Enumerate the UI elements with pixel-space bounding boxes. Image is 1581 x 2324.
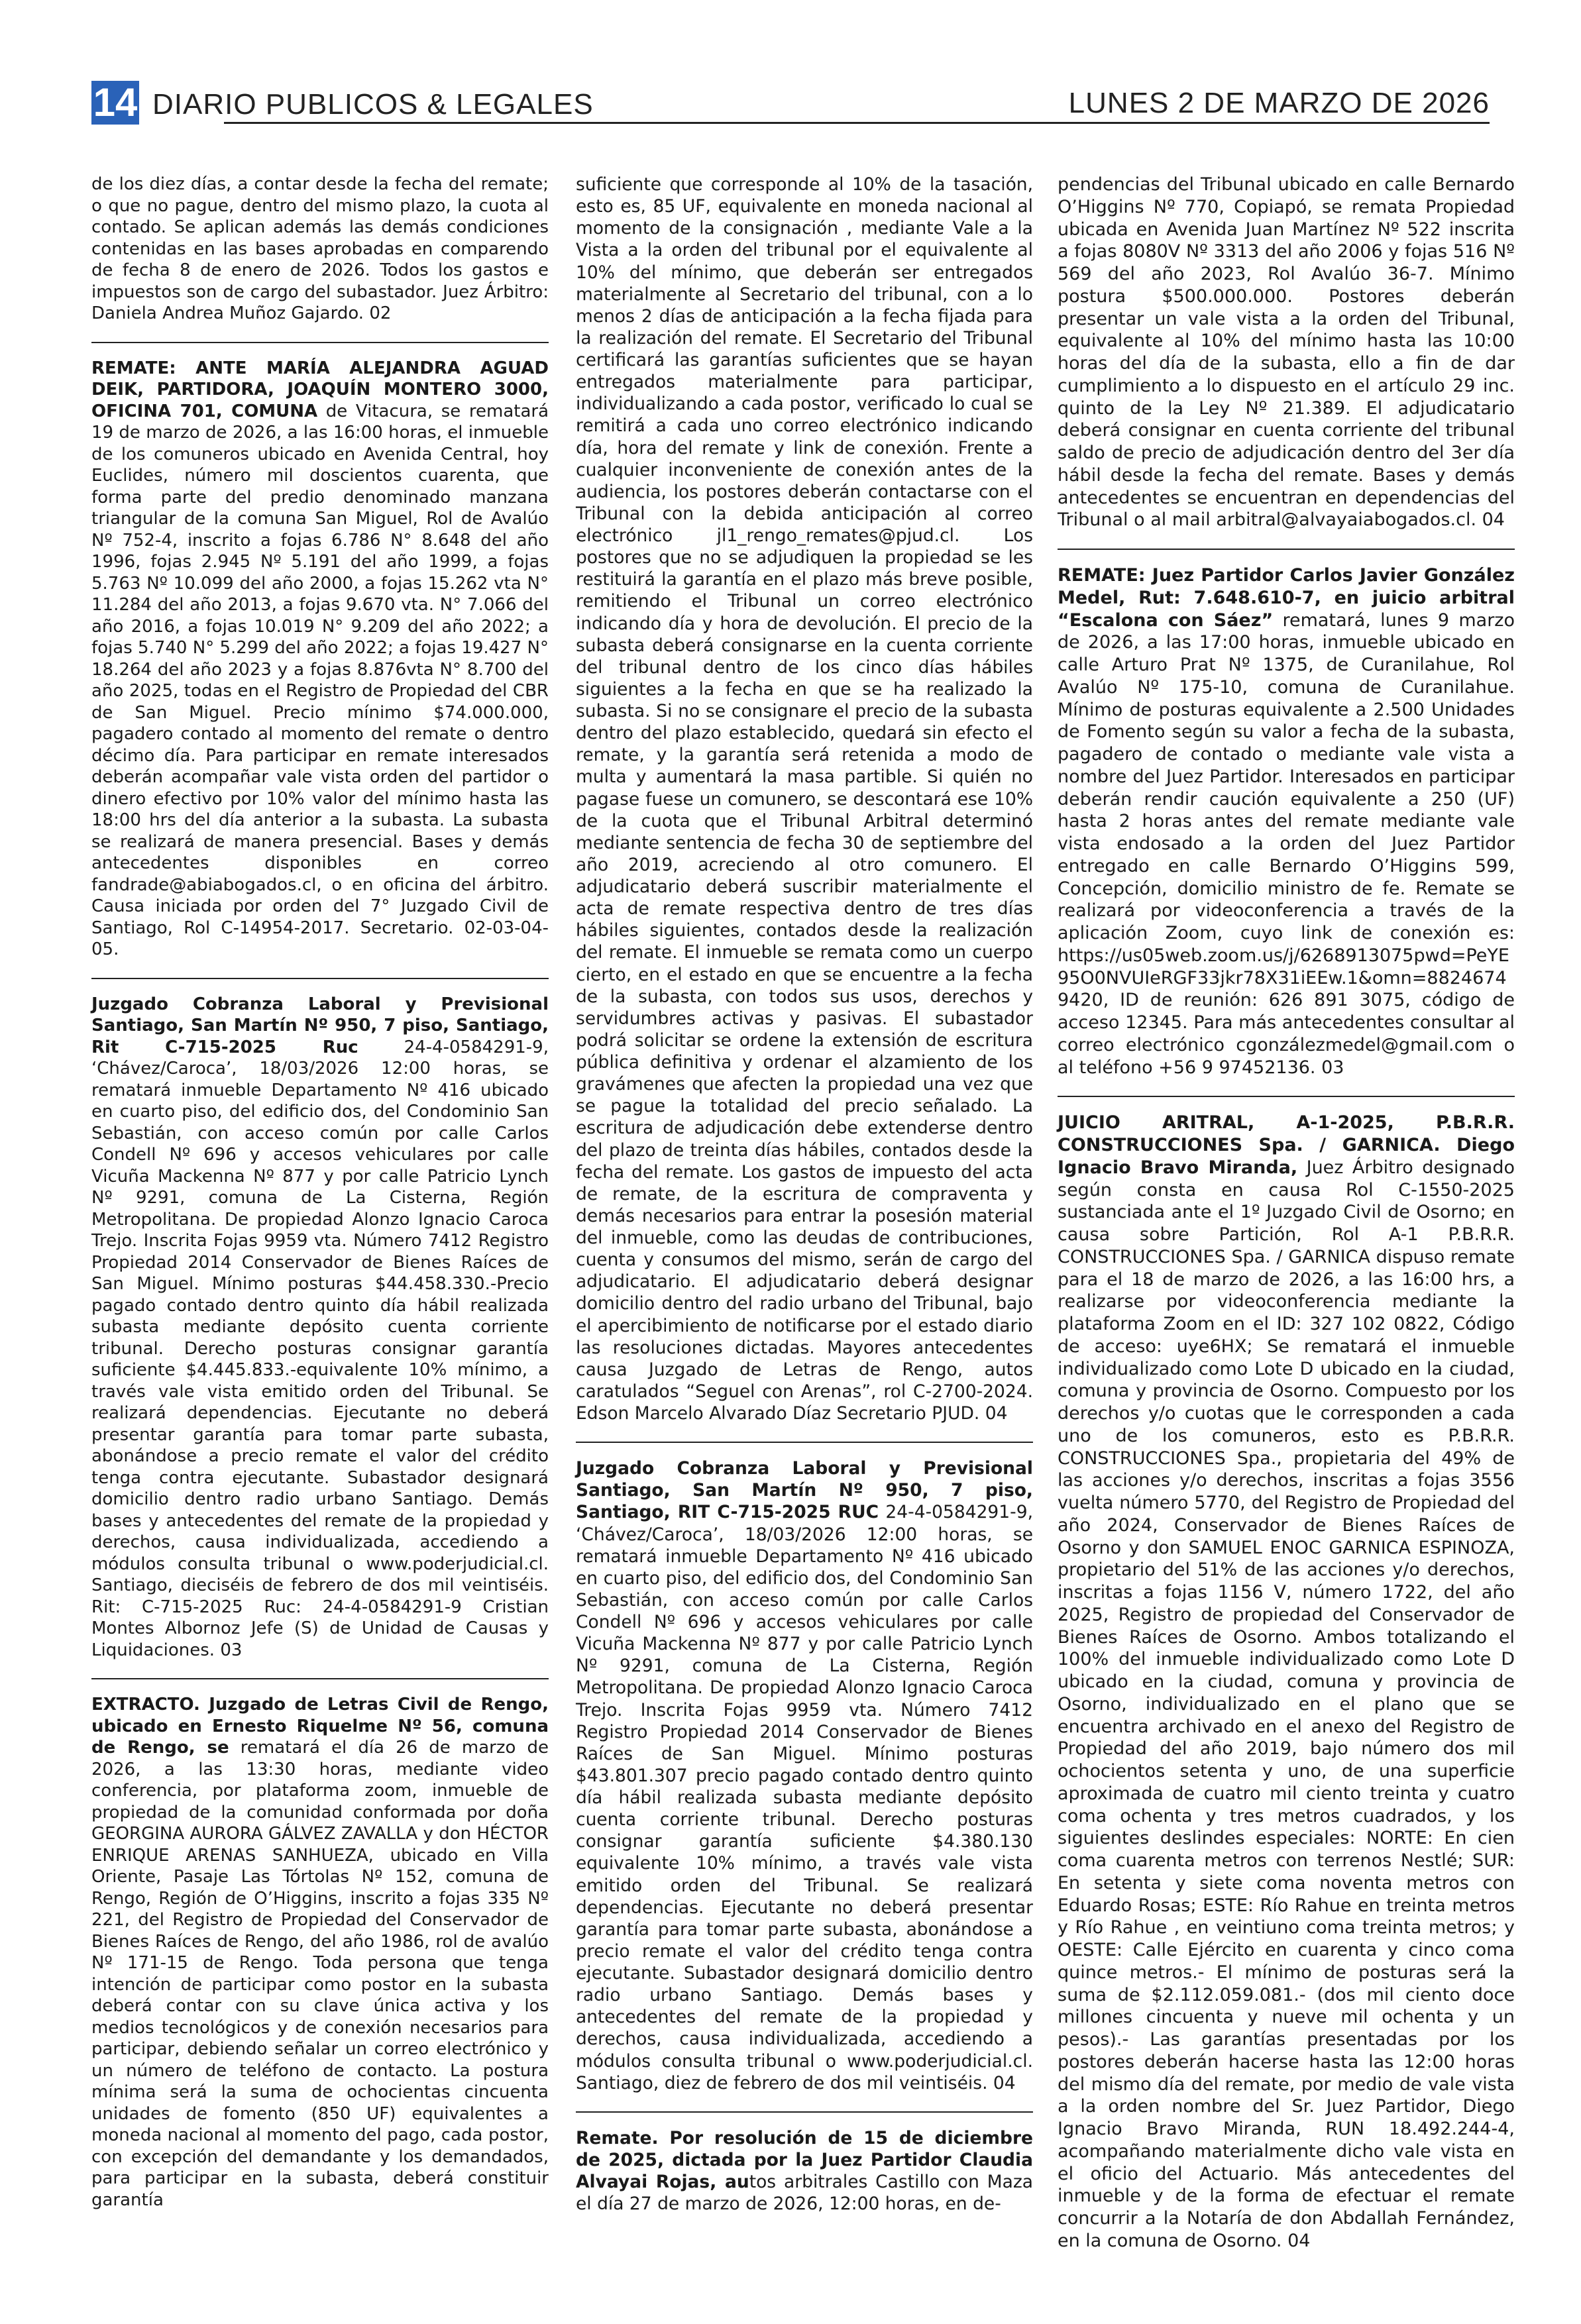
legal-notice — [576, 2127, 1033, 2215]
column-3 — [1058, 174, 1515, 2270]
legal-notice — [576, 1457, 1033, 2094]
notice-body — [91, 358, 549, 961]
notice-body — [576, 174, 1033, 1424]
column-1 — [91, 174, 549, 2228]
column-2 — [576, 174, 1033, 2232]
notice-divider — [91, 978, 549, 979]
legal-notice — [91, 994, 549, 1662]
legal-notice — [576, 174, 1033, 1424]
notice-heading: JUICIO ARITRAL, A-1-2025, P.B.R.R. CONSTRUCCIONES Spa. / GARNICA. Diego Ignacio Bravo Miranda, — [1058, 1112, 1515, 1178]
notice-text: de Vitacura, se rematará 19 de marzo de 2026, a las 16:00 horas, el inmueble de los comuneros ubicado en Avenida Central, hoy Euclides, número mil doscientos cuarenta, que forma parte del predio denominado manzana triangular de la comuna San Miguel, Rol de Avalúo Nº 752-4, inscrito a fojas 6.786 N° 8.648 del año 1996, fojas 2.945 Nº 5.191 del año 1999, a fojas 5.763 Nº 10.099 del año 2000, a fojas 15.262 vta N° 11.284 del año 2013, a fojas 9.670 vta. N° 7.066 del año 2016, a fojas 10.019 N° 9.209 del año 2022; a fojas 5.740 N° 5.299 del año 2022; a fojas 19.427 N° 18.264 del año 2023 y a fojas 8.876vta N° 8.700 del año 2025, todas en el Registro de Propiedad del CBR de San Miguel. Precio mínimo $74.000.000, pagadero contado al momento del remate o dentro décimo día. Para participar en remate interesados deberán acompañar vale vista orden del partidor o dinero efectivo por 10% valor del mínimo hasta las 18:00 hrs del día anterior a la subasta. La subasta se realizará de manera presencial. Bases y demás antecedentes disponibles en correo fandrade@abiabogados.cl, o en oficina del árbitro. Causa iniciada por orden del 7° Juzgado Civil de Santiago, Rol C-14954-2017. Secretario. 02-03-04-05. — [91, 401, 549, 959]
legal-notice — [91, 174, 549, 325]
notice-heading: EXTRACTO. Juzgado de Letras Civil de Rengo, ubicado en Ernesto Riquelme Nº 56, comuna de Rengo, se — [91, 1695, 549, 1758]
legal-notice — [1058, 174, 1515, 531]
page-number: 14 — [91, 81, 139, 125]
notice-heading: REMATE: ANTE MARÍA ALEJANDRA AGUAD DEIK, PARTIDORA, JOAQUÍN MONTERO 3000, OFICINA 701, COMUNA — [91, 358, 549, 421]
notice-text: de los diez días, a contar desde la fecha del remate; o que no pague, dentro del mismo plazo, la cuota al contado. Se aplican además las demás condiciones contenidas en las bases aprobadas en comparendo de fecha 8 de enero de 2026. Todos los gastos e impuestos son de cargo del subastador. Juez Árbitro: Daniela Andrea Muñoz Gajardo. 02 — [91, 174, 549, 323]
notice-body — [1058, 1112, 1515, 2252]
page-header — [91, 78, 1490, 126]
notice-text: rematará, lunes 9 marzo de 2026, a las 17:00 horas, inmueble ubicado en calle Arturo Prat Nº 1375, de Curanilahue, Rol Avalúo Nº 175-10, comuna de Curanilahue. Mínimo de posturas equivalente a 2.500 Unidades de Fomento según su valor a fecha de la subasta, pagadero de contado o mediante vale vista a nombre del Juez Partidor. Interesados en participar deberán rendir caución equivalente a 250 (UF) hasta 2 horas antes del remate mediante vale vista endosado a la orden del Juez Partidor entregado en calle Bernardo O’Higgins 599, Concepción, domicilio ministro de fe. Remate se realizará por videoconferencia a través de la aplicación Zoom, cuyo link de conexión es: https://us05web.zoom.us/j/6268913075pwd=PeYE95O0NVUIeRGF33jkr78X31iEEw.1&omn=88246749420, ID de reunión: 626 891 3075, código de acceso 12345. Para más antecedentes consultar al correo electrónico cgonzálezmedel@gmail.com o al teléfono +56 9 97452136. 03 — [1058, 609, 1515, 1078]
notice-body — [91, 994, 549, 1662]
paper-title: DIARIO PUBLICOS & LEGALES — [152, 88, 594, 121]
notice-body — [576, 1457, 1033, 2094]
notice-divider — [576, 1442, 1033, 1443]
notice-text: tos arbitrales Castillo con Maza el día 27 de marzo de 2026, 12:00 horas, en de- — [576, 2172, 1033, 2215]
notice-divider — [91, 1678, 549, 1679]
notice-body — [576, 2127, 1033, 2215]
notice-body — [91, 1694, 549, 2211]
legal-notice — [91, 358, 549, 961]
notice-divider — [1058, 549, 1515, 550]
notice-body — [1058, 174, 1515, 531]
notice-text: 24-4-0584291-9, ‘Chávez/Caroca’, 18/03/2026 12:00 horas, se rematará inmueble Departamento Nº 416 ubicado en cuarto piso, del edificio dos, del Condominio San Sebastián, con acceso común por calle Carlos Condell Nº 696 y accesos vehiculares por calle Vicuña Mackenna Nº 877 y por calle Patricio Lynch Nº 9291, comuna de La Cisterna, Región Metropolitana. De propiedad Alonzo Ignacio Caroca Trejo. Inscrita Fojas 9959 vta. Número 7412 Registro Propiedad 2014 Conservador de Bienes Raíces de San Miguel. Mínimo posturas $43.801.307 precio pagado contado dentro quinto día hábil realizada subasta mediante depósito cuenta corriente tribunal. Derecho posturas consignar garantía suficiente $4.380.130 equivalente 10% mínimo, a través vale vista emitido orden del Tribunal. Se realizará dependencias. Ejecutante no deberá presentar garantía para tomar parte subasta, abonándose a precio remate el valor del crédito tenga contra ejecutante. Subastador designará domicilio dentro radio urbano Santiago. Demás bases y antecedentes del remate de la propiedad y derechos, causa individualizada, accediendo a módulos consulta tribunal o www.poderjudicial.cl. Santiago, diez de febrero de dos mil veintiséis. 04 — [576, 1502, 1033, 2093]
notice-text: Juez Árbitro designado según consta en causa Rol C-1550-2025 sustanciada ante el 1º Juzgado Civil de Osorno; en causa sobre Partición, Rol A-1 P.B.R.R. CONSTRUCCIONES Spa. / GARNICA dispuso remate para el 18 de marzo de 2026, a las 16:00 hrs, a realizarse por videoconferencia mediante la plataforma Zoom en el ID: 327 102 0822, Código de acceso: uye6HX; Se rematará el inmueble individualizado como Lote D ubicado en la ciudad, comuna y provincia de Osorno. Compuesto por los derechos y/o cuotas que le corresponden a cada uno de los comuneros, esto es P.B.R.R. CONSTRUCCIONES Spa., propietaria del 49% de las acciones y/o derechos, inscritas a fojas 3556 vuelta número 5770, del Registro de Propiedad del año 2024, Conservador de Bienes Raíces de Osorno y don SAMUEL ENOC GARNICA ESPINOZA, propietario del 51% de las acciones y/o derechos, inscritas a fojas 1156 V, número 1722, del año 2025, Registro de propiedad del Conservador de Bienes Raíces de Osorno. Ambos totalizando el 100% del inmueble individualizado como Lote D ubicado en la ciudad, comuna y provincia de Osorno, individualizado en el plano que se encuentra archivado en el anexo del Registro de Propiedad del año 2019, bajo número dos mil ochocientos setenta y uno, de una superficie aproximada de cuatro mil ciento treinta y cuatro coma ochenta y tres metros cuadrados, y los siguientes deslindes especiales: NORTE: En cien coma cuarenta metros con terrenos Nestlé; SUR: En setenta y siete coma noventa metros con Eduardo Rosas; ESTE: Río Rahue en treinta metros y Río Rahue , en veintiuno coma treinta metros; y OESTE: Calle Ejército en cuarenta y cinco coma quince metros.- El mínimo de posturas será la suma de $2.112.059.081.- (dos mil ciento doce millones cincuenta y nueve mil ochenta y un pesos).- Las garantías presentadas por los postores deberán hacerse hasta las 12:00 horas del mismo día del remate, por medio de vale vista a la orden nombre del Sr. Juez Partidor, Diego Ignacio Bravo Miranda, RUN 18.492.244-4, acompañando materialmente dicho vale vista en el oficio del Actuario. Más antecedentes del inmueble y de la forma de efectuar el remate concurrir a la Notaría de don Abdallah Fernández, en la comuna de Osorno. 04 — [1058, 1157, 1515, 2251]
legal-notice — [91, 1694, 549, 2211]
notice-text: rematará el día 26 de marzo de 2026, a las 13:30 horas, mediante video conferencia, por plataforma zoom, inmueble de propiedad de la comunidad conformada por doña GEORGINA AURORA GÁLVEZ ZAVALLA y don HÉCTOR ENRIQUE ARENAS SANHUEZA, ubicado en Villa Oriente, Pasaje Las Tórtolas Nº 152, comuna de Rengo, Región de O’Higgins, inscrito a fojas 335 Nº 221, del Registro de Propiedad del Conservador de Bienes Raíces de Rengo, del año 1986, rol de avalúo Nº 171-15 de Rengo. Toda persona que tenga intención de participar como postor en la subasta deberá contar con su clave única activa y los medios tecnológicos y de conexión necesarios para participar, debiendo señalar un correo electrónico y un número de teléfono de contacto. La postura mínima será la suma de ochocientas cincuenta unidades de fomento (850 UF) equivalentes a moneda nacional al momento del pago, cada postor, con excepción del demandante y los demandados, para participar en la subasta, deberá constituir garantía — [91, 1738, 549, 2210]
notice-heading: Juzgado Cobranza Laboral y Previsional Santiago, San Martín Nº 950, 7 piso, Santiago, RIT C-715-2025 RUC — [576, 1458, 1033, 1523]
issue-date: LUNES 2 DE MARZO DE 2026 — [1068, 87, 1490, 119]
notice-divider — [91, 342, 549, 343]
notice-divider — [576, 2111, 1033, 2113]
header-rule — [224, 122, 1490, 124]
notice-body — [91, 174, 549, 325]
legal-notice — [1058, 564, 1515, 1079]
notice-text: pendencias del Tribunal ubicado en calle Bernardo O’Higgins Nº 770, Copiapó, se remata Propiedad ubicada en Avenida Juan Martínez Nº 522 inscrita a fojas 8080V Nº 3313 del año 2006 y fojas 516 Nº 569 del año 2023, Rol Avalúo 36-7. Mínimo postura $500.000.000. Postores deberán presentar un vale vista a la orden del Tribunal, equivalente al 10% del mínimo hasta las 10:00 horas del día de la subasta, ello a fin de dar cumplimiento a lo dispuesto en el artículo 29 inc. quinto de la Ley Nº 21.389. El adjudicatario deberá consignar en cuenta corriente del tribunal saldo de precio de adjudicación dentro del 3er día hábil desde la fecha del remate. Bases y demás antecedentes se encuentran en dependencias del Tribunal o al mail arbitral@alvayaiabogados.cl. 04 — [1058, 174, 1515, 531]
notice-text: suficiente que corresponde al 10% de la tasación, esto es, 85 UF, equivalente en moneda nacional al momento de la consignación , mediante Vale a la Vista a la orden del tribunal por el equivalente al 10% del mínimo, que deberán ser entregados materialmente al Secretario del tribunal, con a lo menos 2 días de anticipación a la fecha fijada para la realización del remate. El Secretario del Tribunal certificará las garantías suficientes que se hayan entregados materialmente para participar, individualizando a cada postor, verificado lo cual se remitirá a cada uno correo electrónico indicando día, hora del remate y link de conexión. Frente a cualquier inconveniente de conexión antes de la audiencia, los postores deberán contactarse con el Tribunal con la debida anticipación al correo electrónico jl1_rengo_remates@pjud.cl. Los postores que no se adjudiquen la propiedad se les restituirá la garantía en el plazo más breve posible, remitiendo el Tribunal un correo electrónico indicando día y hora de devolución. El precio de la subasta deberá consignarse en la cuenta corriente del tribunal dentro de los cinco días hábiles siguientes a la fecha en que se ha realizado la subasta. Si no se consignare el precio de la subasta dentro del plazo establecido, quedará sin efecto el remate, y la garantía será retenida a modo de multa y aumentará la masa partible. Si quién no pagase fuese un comunero, se descontará ese 10% de la cuota que el Tribunal Arbitral determinó mediante sentencia de fecha 30 de septiembre del año 2019, acreciendo al otro comunero. El adjudicatario deberá suscribir materialmente el acta de remate respectiva dentro de tres días hábiles siguientes, contados desde la realización del remate. El inmueble se remata como un cuerpo cierto, en el estado en que se encuentre a la fecha de la subasta, con todos sus usos, derechos y servidumbres activas y pasivas. El subastador podrá solicitar se ordene la extensión de escritura pública definitiva y ordenar el alzamiento de los gravámenes que afecten la propiedad una vez que se pague la totalidad del precio señalado. La escritura de adjudicación debe extenderse dentro del plazo de treinta días hábiles, contados desde la fecha del remate. Los gastos de impuesto del acta de remate, de la escritura de compraventa y demás necesarios para entrar la posesión material del inmueble, como las deudas de contribuciones, cuenta y consumos del mismo, serán de cargo del adjudicatario. El adjudicatario deberá designar domicilio dentro del radio urbano del Tribunal, bajo el apercibimiento de notificarse por el estado diario las resoluciones dictadas. Mayores antecedentes causa Juzgado de Letras de Rengo, autos caratulados “Seguel con Arenas”, rol C-2700-2024. Edson Marcelo Alvarado Díaz Secretario PJUD. 04 — [576, 174, 1033, 1424]
notice-heading: REMATE: Juez Partidor Carlos Javier González Medel, Rut: 7.648.610-7, en juicio arbitral “Escalona con Sáez” — [1058, 565, 1515, 631]
notice-text: 24-4-0584291-9, ‘Chávez/Caroca’, 18/03/2026 12:00 horas, se rematará inmueble Departamento Nº 416 ubicado en cuarto piso, del edificio dos, del Condominio San Sebastián, con acceso común por calle Carlos Condell Nº 696 y accesos vehiculares por calle Vicuña Mackenna Nº 877 y por calle Patricio Lynch Nº 9291, comuna de La Cisterna, Región Metropolitana. De propiedad Alonzo Ignacio Caroca Trejo. Inscrita Fojas 9959 vta. Número 7412 Registro Propiedad 2014 Conservador de Bienes Raíces de San Miguel. Mínimo posturas $44.458.330.-Precio pagado contado dentro quinto día hábil realizada subasta mediante depósito cuenta corriente tribunal. Derecho posturas consignar garantía suficiente $4.445.833.-equivalente 10% mínimo, a través vale vista emitido orden del Tribunal. Se realizará dependencias. Ejecutante no deberá presentar garantía para tomar parte subasta, abonándose a precio remate el valor del crédito tenga contra ejecutante. Subastador designará domicilio dentro radio urbano Santiago. Demás bases y antecedentes del remate de la propiedad y derechos, causa individualizada, accediendo a módulos consulta tribunal o www.poderjudicial.cl. Santiago, dieciséis de febrero de dos mil veintiséis. Rit: C-715-2025 Ruc: 24-4-0584291-9 Cristian Montes Albornoz Jefe (S) de Unidad de Causas y Liquidaciones. 03 — [91, 1037, 549, 1660]
notice-heading: Remate. Por resolución de 15 de diciembre de 2025, dictada por la Juez Partidor Claudia Alvayai Rojas, au — [576, 2127, 1033, 2192]
legal-notice — [1058, 1112, 1515, 2252]
notice-heading: Juzgado Cobranza Laboral y Previsional Santiago, San Martín Nº 950, 7 piso, Santiago, Rit C-715-2025 Ruc — [91, 994, 549, 1057]
notice-body — [1058, 564, 1515, 1079]
notice-divider — [1058, 1096, 1515, 1097]
